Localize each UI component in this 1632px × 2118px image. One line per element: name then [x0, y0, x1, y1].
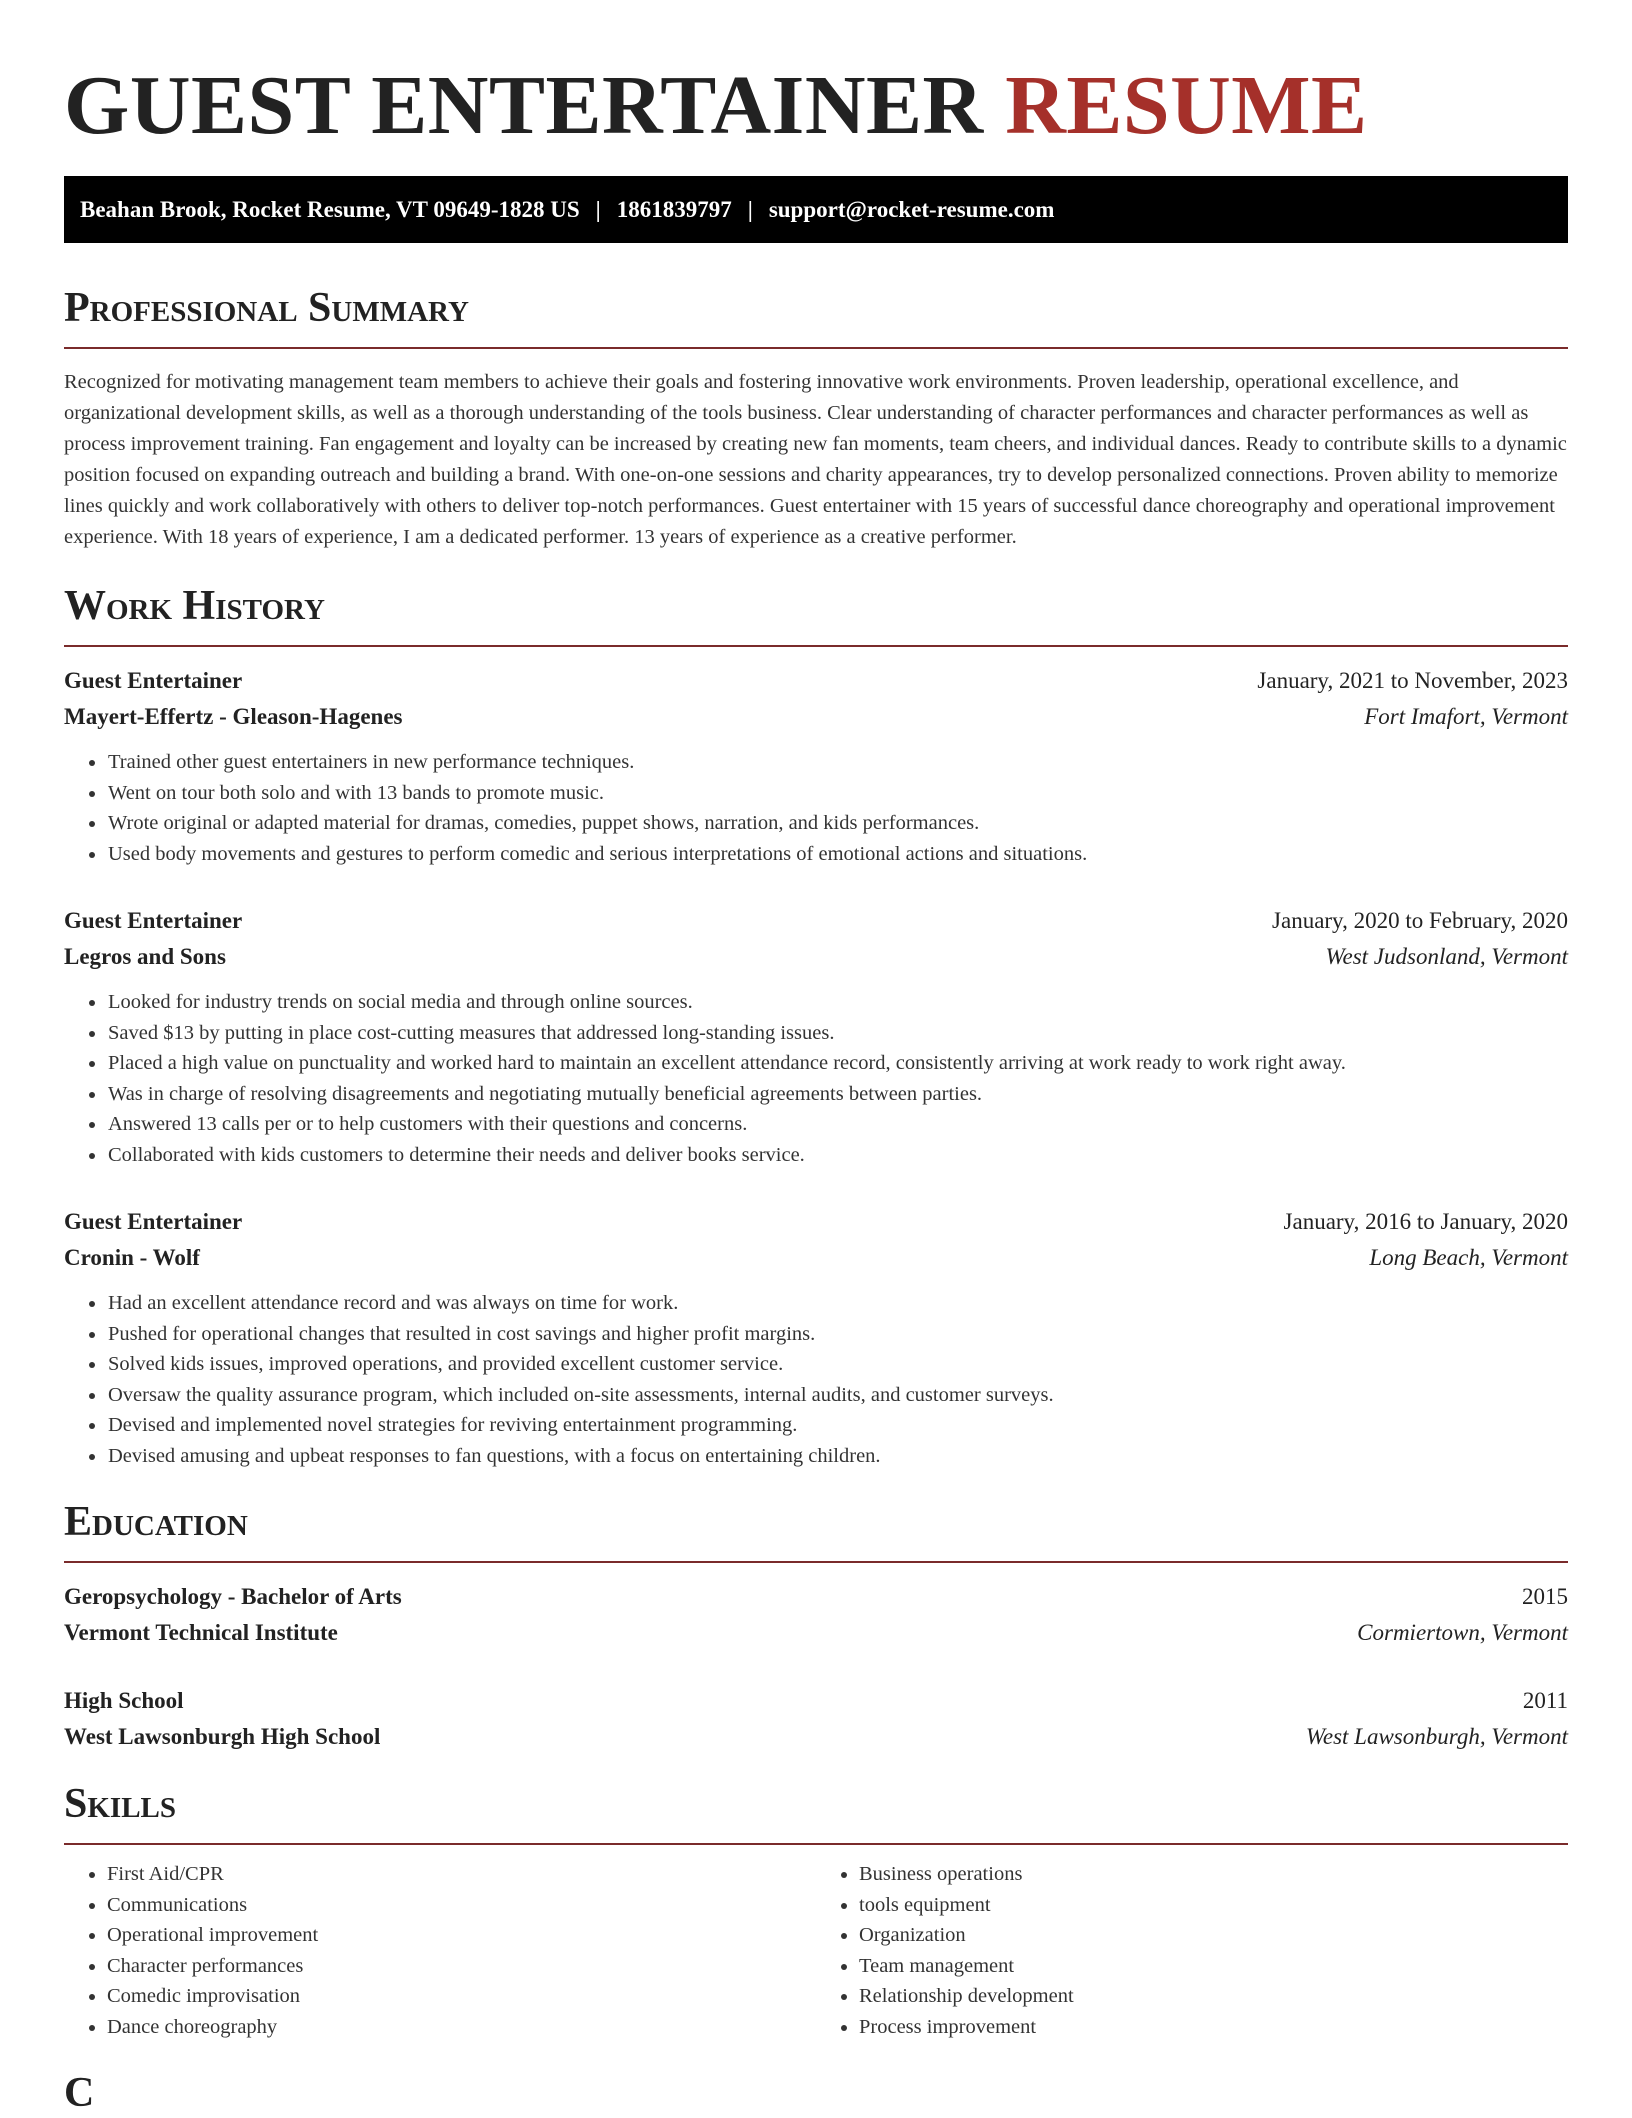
job-dates: January, 2021 to November, 2023 [1257, 668, 1568, 693]
job-entry [64, 903, 1568, 1170]
education-entry [64, 1683, 1568, 1755]
education-school-row [64, 1615, 1568, 1651]
education-degree: High School [64, 1688, 184, 1713]
job-duty: • Solved kids issues, improved operations, and provided excellent customer service. [107, 1349, 1568, 1380]
work-history-heading: Work History [64, 583, 325, 629]
next-section-heading-fragment: C [64, 2070, 95, 2116]
job-duty: • Collaborated with kids customers to determine their needs and deliver books service. [107, 1140, 1568, 1171]
education-location: West Lawsonburgh, Vermont [1305, 1724, 1568, 1749]
skill-item: • First Aid/CPR [107, 1859, 816, 1890]
education-entry [64, 1579, 1568, 1651]
skill-item: • Organization [859, 1920, 1568, 1951]
job-company: Mayert-Effertz - Gleason-Hagenes [64, 704, 403, 729]
education-year: 2015 [1522, 1584, 1568, 1609]
skills-list-left [64, 1859, 816, 2042]
section-divider [64, 1561, 1568, 1563]
job-entry [64, 663, 1568, 869]
contact-phone: 1861839797 [616, 196, 732, 222]
education-section [64, 1497, 1568, 1755]
education-school: West Lawsonburgh High School [64, 1724, 381, 1749]
resume-title [64, 0, 1568, 176]
job-duty: • Was in charge of resolving disagreements and negotiating mutually beneficial agreements between parties. [107, 1079, 1568, 1110]
education-year: 2011 [1522, 1688, 1568, 1713]
job-duties [64, 987, 1568, 1170]
skills-list-right [816, 1859, 1568, 2042]
job-header [64, 903, 1568, 939]
job-duties [64, 747, 1568, 869]
job-header [64, 1204, 1568, 1240]
skills-section [64, 1779, 1568, 2042]
skills-columns [64, 1859, 1568, 2042]
job-duty: • Oversaw the quality assurance program, which included on-site assessments, internal audits, and customer surveys. [107, 1380, 1568, 1411]
job-duty: • Devised and implemented novel strategies for reviving entertainment programming. [107, 1410, 1568, 1441]
contact-bar [64, 176, 1568, 243]
job-title: Guest Entertainer [64, 668, 243, 693]
job-company: Legros and Sons [64, 944, 226, 969]
job-title: Guest Entertainer [64, 1209, 243, 1234]
education-school: Vermont Technical Institute [64, 1620, 338, 1645]
job-company-row [64, 1240, 1568, 1276]
skill-item: • Communications [107, 1890, 816, 1921]
education-header [64, 1683, 1568, 1719]
job-dates: January, 2020 to February, 2020 [1272, 908, 1568, 933]
skill-item: • Team management [859, 1951, 1568, 1982]
skill-item: • Dance choreography [107, 2012, 816, 2043]
summary-section [64, 283, 1568, 553]
job-duty: • Had an excellent attendance record and was always on time for work. [107, 1288, 1568, 1319]
job-company-row [64, 699, 1568, 735]
job-dates: January, 2016 to January, 2020 [1283, 1209, 1568, 1234]
job-duty: • Devised amusing and upbeat responses to fan questions, with a focus on entertaining children. [107, 1441, 1568, 1472]
education-header [64, 1579, 1568, 1615]
skill-item: • tools equipment [859, 1890, 1568, 1921]
skill-item: • Character performances [107, 1951, 816, 1982]
work-history-section [64, 581, 1568, 1471]
education-degree: Geropsychology - Bachelor of Arts [64, 1584, 402, 1609]
job-title: Guest Entertainer [64, 908, 243, 933]
job-duty: • Saved $13 by putting in place cost-cutting measures that addressed long-standing issues. [107, 1018, 1568, 1049]
contact-address: Beahan Brook, Rocket Resume, VT 09649-1828 US [80, 196, 580, 222]
job-duty: • Trained other guest entertainers in new performance techniques. [107, 747, 1568, 778]
summary-text: Recognized for motivating management team members to achieve their goals and fostering innovative work environments. Proven leadership, operational excellence, and organizational development skills, as well as a thorough understanding of the tools business. Clear understanding of character performances and character performances as well as process improvement training. Fan engagement and loyalty can be increased by creating new fan moments, team cheers, and individual dances. Ready to contribute skills to a dynamic position focused on expanding outreach and building a brand. With one-on-one sessions and charity appearances, try to develop personalized connections. Proven ability to memorize lines quickly and work collaboratively with others to deliver top-notch performances. Guest entertainer with 15 years of successful dance choreography and operational improvement experience. With 18 years of experience, I am a dedicated performer. 13 years of experience as a creative performer. [64, 371, 1567, 548]
skills-heading: Skills [64, 1781, 177, 1827]
summary-heading: Professional Summary [64, 285, 469, 331]
title-accent: RESUME [1005, 59, 1368, 152]
skill-item: • Business operations [859, 1859, 1568, 1890]
education-location: Cormiertown, Vermont [1357, 1620, 1568, 1645]
job-company-row [64, 939, 1568, 975]
job-duty: • Pushed for operational changes that resulted in cost savings and higher profit margins. [107, 1319, 1568, 1350]
contact-email: support@rocket-resume.com [768, 196, 1055, 222]
job-header [64, 663, 1568, 699]
contact-separator: | [595, 196, 601, 222]
job-location: Fort Imafort, Vermont [1364, 704, 1568, 729]
job-duty: • Answered 13 calls per or to help customers with their questions and concerns. [107, 1109, 1568, 1140]
job-duties [64, 1288, 1568, 1471]
job-duty: • Wrote original or adapted material for dramas, comedies, puppet shows, narration, and kids performances. [107, 808, 1568, 839]
job-duty: • Used body movements and gestures to perform comedic and serious interpretations of emotional actions and situations. [107, 839, 1568, 870]
section-divider [64, 1843, 1568, 1845]
skill-item: • Operational improvement [107, 1920, 816, 1951]
section-divider [64, 645, 1568, 647]
skill-item: • Process improvement [859, 2012, 1568, 2043]
skill-item: • Relationship development [859, 1981, 1568, 2012]
title-main: GUEST ENTERTAINER [64, 59, 984, 152]
job-duty: • Placed a high value on punctuality and worked hard to maintain an excellent attendance record, consistently arriving at work ready to work right away. [107, 1048, 1568, 1079]
education-heading: Education [64, 1499, 248, 1545]
job-company: Cronin - Wolf [64, 1245, 200, 1270]
education-school-row [64, 1719, 1568, 1755]
contact-separator: | [747, 196, 753, 222]
job-location: West Judsonland, Vermont [1325, 944, 1568, 969]
job-location: Long Beach, Vermont [1369, 1245, 1568, 1270]
skill-item: • Comedic improvisation [107, 1981, 816, 2012]
job-duty: • Went on tour both solo and with 13 bands to promote music. [107, 778, 1568, 809]
job-entry [64, 1204, 1568, 1471]
job-duty: • Looked for industry trends on social media and through online sources. [107, 987, 1568, 1018]
